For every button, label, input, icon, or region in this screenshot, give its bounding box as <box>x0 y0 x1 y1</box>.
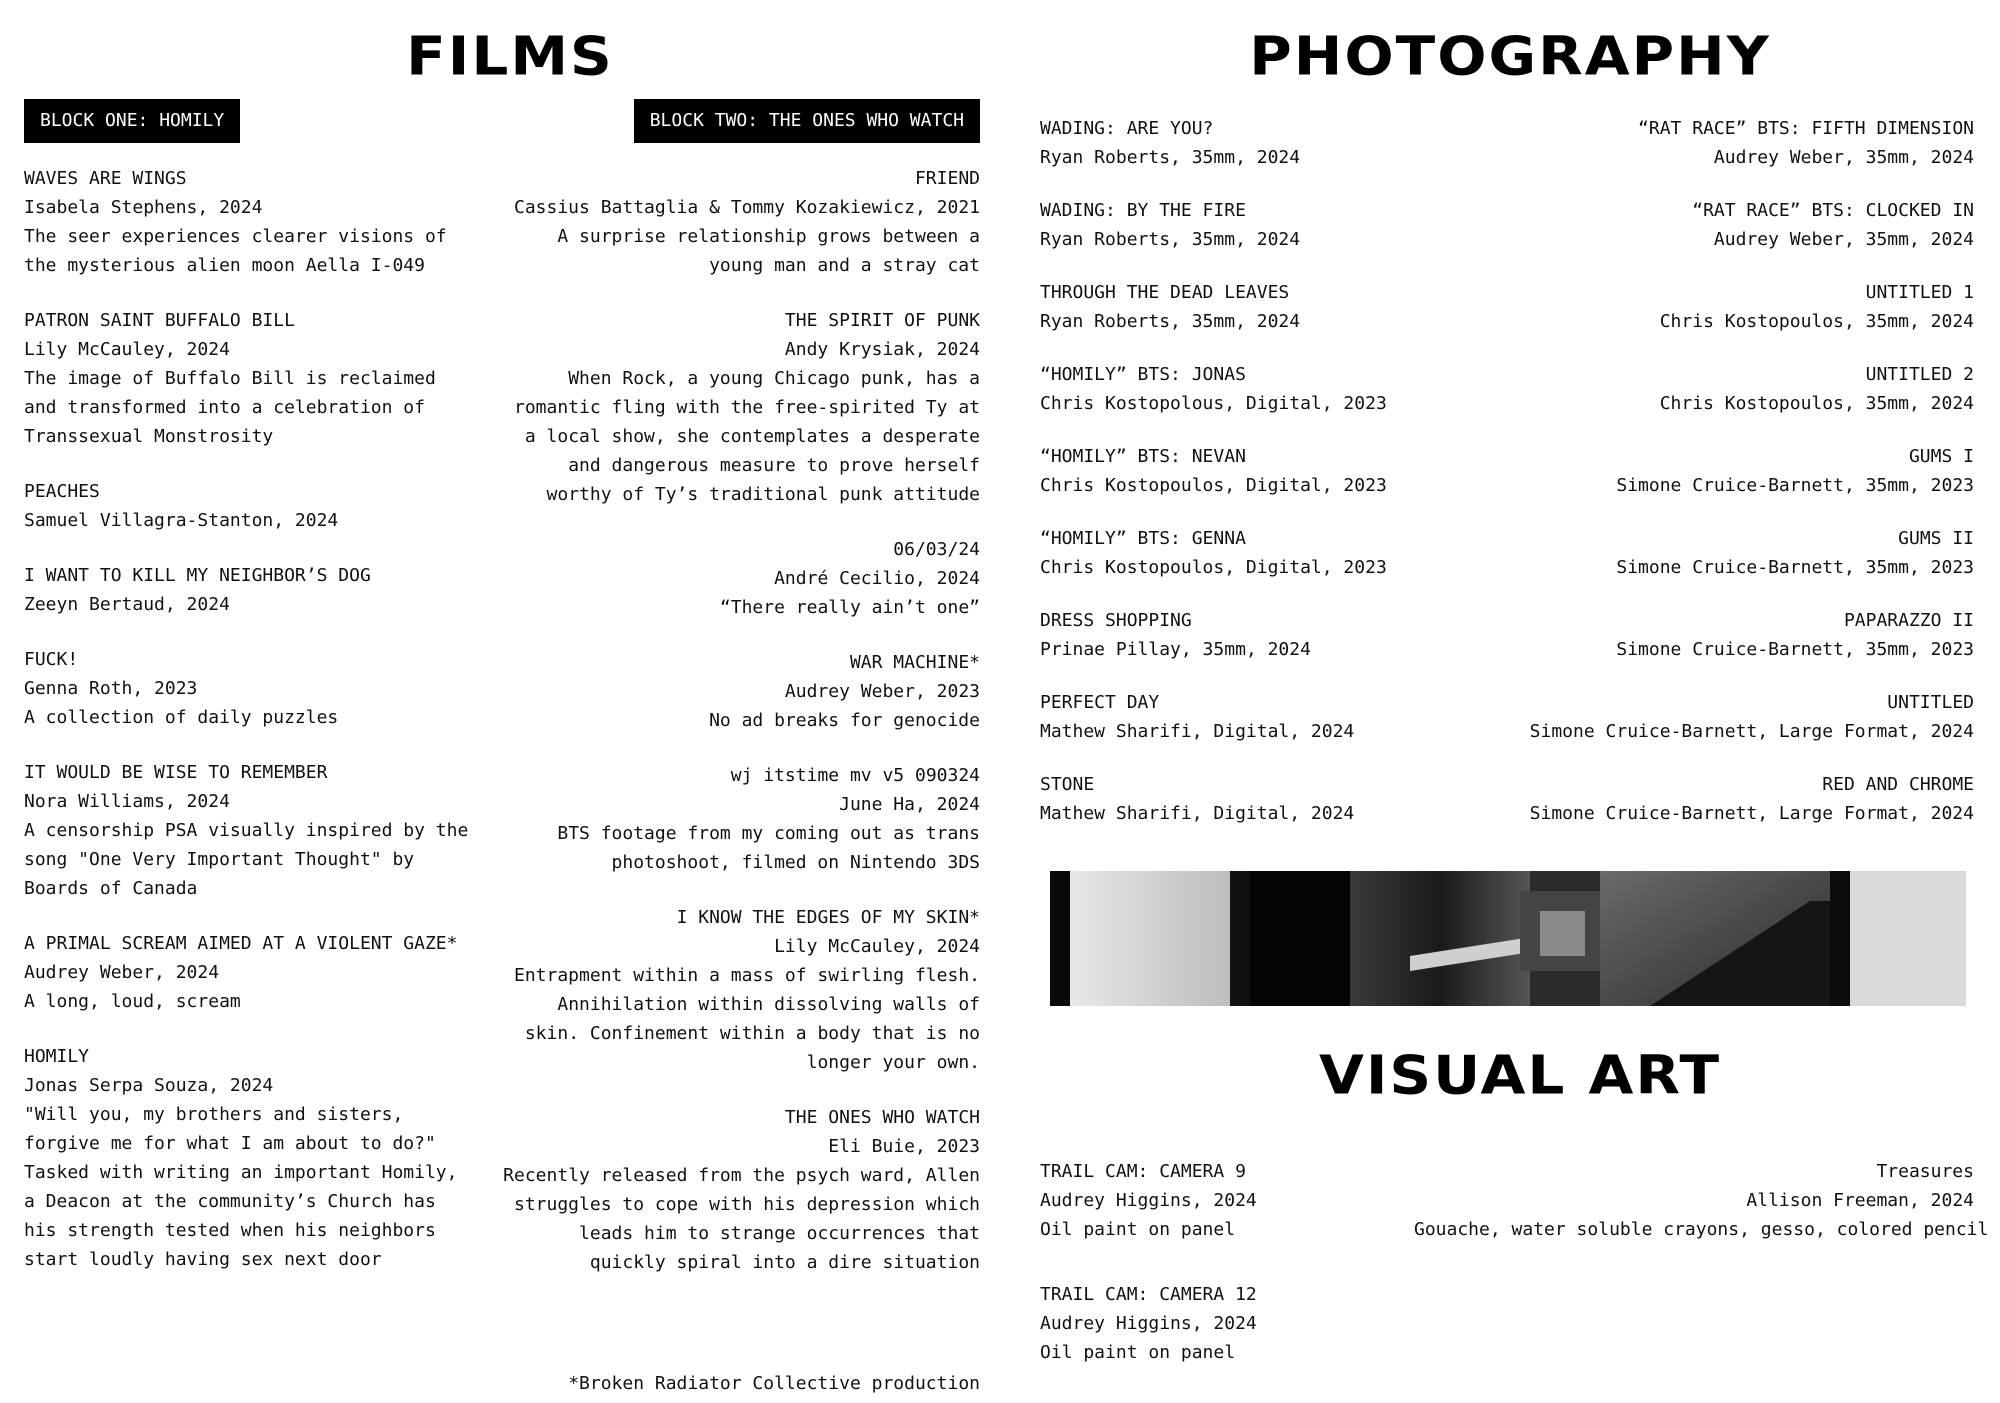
entry-title: I KNOW THE EDGES OF MY SKIN* <box>676 907 980 928</box>
list-item <box>1040 196 1480 254</box>
entry-title: WADING: ARE YOU? <box>1040 118 1214 139</box>
list-item <box>1454 606 1974 664</box>
entry-credit: Chris Kostopoulos, 35mm, 2024 <box>1659 311 1974 332</box>
entry-medium: Oil paint on panel <box>1040 1219 1236 1240</box>
entry-description: Entrapment within a mass of swirling flesh. Annihilation within dissolving walls of skin. Confinement within a body that is no longer your own. <box>514 965 980 1073</box>
list-item <box>1040 360 1480 418</box>
list-item <box>1454 278 1974 336</box>
list-item <box>500 648 980 735</box>
entry-description: No ad breaks for genocide <box>709 710 980 731</box>
entry-title: TRAIL CAM: CAMERA 12 <box>1040 1284 1257 1305</box>
entry-title: THROUGH THE DEAD LEAVES <box>1040 282 1290 303</box>
entry-description: “There really ain’t one” <box>719 597 980 618</box>
entry-credit: Audrey Weber, 2024 <box>24 962 220 983</box>
entry-title: UNTITLED <box>1887 692 1974 713</box>
entry-credit: Cassius Battaglia & Tommy Kozakiewicz, 2021 <box>514 197 980 218</box>
entry-credit: Mathew Sharifi, Digital, 2024 <box>1040 803 1355 824</box>
entry-credit: Eli Buie, 2023 <box>828 1136 980 1157</box>
list-item <box>1414 1157 1989 1244</box>
list-item <box>24 561 479 619</box>
entry-credit: Lily McCauley, 2024 <box>774 936 980 957</box>
entry-credit: Mathew Sharifi, Digital, 2024 <box>1040 721 1355 742</box>
entry-credit: Zeeyn Bertaud, 2024 <box>24 594 230 615</box>
entry-credit: Lily McCauley, 2024 <box>24 339 230 360</box>
list-item <box>500 761 980 877</box>
entry-credit: June Ha, 2024 <box>839 794 980 815</box>
entry-title: GUMS I <box>1908 446 1974 467</box>
entry-credit: Ryan Roberts, 35mm, 2024 <box>1040 147 1301 168</box>
entry-title: TRAIL CAM: CAMERA 9 <box>1040 1161 1246 1182</box>
list-item <box>1454 524 1974 582</box>
entry-title: WAVES ARE WINGS <box>24 168 187 189</box>
entry-credit: Ryan Roberts, 35mm, 2024 <box>1040 311 1301 332</box>
entry-credit: Chris Kostopoulos, 35mm, 2024 <box>1659 393 1974 414</box>
photography-left-list <box>1040 114 1480 852</box>
entry-title: PERFECT DAY <box>1040 692 1160 713</box>
list-item <box>24 929 479 1016</box>
entry-description: A long, loud, scream <box>24 991 241 1012</box>
entry-description: Recently released from the psych ward, Allen struggles to cope with his depression which leads him to strange occurrences that quickly spiral into a dire situation <box>503 1165 980 1273</box>
entry-title: “HOMILY” BTS: GENNA <box>1040 528 1246 549</box>
entry-credit: Simone Cruice-Barnett, 35mm, 2023 <box>1616 639 1974 660</box>
entry-title: THE SPIRIT OF PUNK <box>784 310 980 331</box>
entry-credit: Audrey Higgins, 2024 <box>1040 1190 1257 1211</box>
entry-medium: Oil paint on panel <box>1040 1342 1236 1363</box>
entry-credit: Audrey Weber, 35mm, 2024 <box>1713 229 1974 250</box>
entry-description: The image of Buffalo Bill is reclaimed and transformed into a celebration of Transsexual Monstrosity <box>24 368 436 447</box>
entry-title: 06/03/24 <box>893 539 980 560</box>
entry-credit: Nora Williams, 2024 <box>24 791 230 812</box>
list-item <box>24 306 479 451</box>
list-item <box>1454 688 1974 746</box>
entry-credit: Allison Freeman, 2024 <box>1746 1190 1974 1211</box>
entry-credit: Andy Krysiak, 2024 <box>784 339 980 360</box>
entry-credit: Audrey Weber, 2023 <box>784 681 980 702</box>
entry-credit: Prinae Pillay, 35mm, 2024 <box>1040 639 1311 660</box>
entry-description: "Will you, my brothers and sisters, forgive me for what I am about to do?" <box>24 1104 436 1154</box>
list-item <box>24 164 479 280</box>
entry-title: WADING: BY THE FIRE <box>1040 200 1246 221</box>
entry-credit: Audrey Weber, 35mm, 2024 <box>1713 147 1974 168</box>
list-item <box>1040 524 1480 582</box>
block-two-list <box>500 164 980 1303</box>
entry-credit: Isabela Stephens, 2024 <box>24 197 263 218</box>
entry-credit: Samuel Villagra-Stanton, 2024 <box>24 510 339 531</box>
films-title: FILMS <box>406 24 614 88</box>
entry-credit: Genna Roth, 2023 <box>24 678 198 699</box>
list-item <box>1454 442 1974 500</box>
entry-title: GUMS II <box>1898 528 1974 549</box>
list-item <box>1040 278 1480 336</box>
photography-title: PHOTOGRAPHY <box>1249 24 1771 88</box>
entry-title: FUCK! <box>24 649 79 670</box>
list-item <box>1040 688 1480 746</box>
entry-title: WAR MACHINE* <box>849 652 980 673</box>
entry-credit: Chris Kostopoulos, Digital, 2023 <box>1040 475 1387 496</box>
entry-credit: Simone Cruice-Barnett, Large Format, 2024 <box>1529 803 1974 824</box>
list-item <box>1040 1280 1480 1367</box>
entry-credit: Simone Cruice-Barnett, 35mm, 2023 <box>1616 557 1974 578</box>
entry-credit: André Cecilio, 2024 <box>774 568 980 589</box>
entry-description: A censorship PSA visually inspired by the song "One Very Important Thought" by Boards of Canada <box>24 820 469 899</box>
list-item <box>24 1042 479 1274</box>
entry-credit: Chris Kostopolous, Digital, 2023 <box>1040 393 1387 414</box>
entry-description: A surprise relationship grows between a young man and a stray cat <box>557 226 980 276</box>
entry-title: wj itstime mv v5 090324 <box>730 765 980 786</box>
block-one-list <box>24 164 479 1300</box>
entry-title: UNTITLED 2 <box>1865 364 1974 385</box>
list-item <box>1454 770 1974 828</box>
entry-title: PAPARAZZO II <box>1843 610 1974 631</box>
list-item <box>1454 360 1974 418</box>
list-item <box>1454 114 1974 172</box>
entry-title: IT WOULD BE WISE TO REMEMBER <box>24 762 328 783</box>
entry-title: “RAT RACE” BTS: FIFTH DIMENSION <box>1638 118 1974 139</box>
entry-title: FRIEND <box>914 168 980 189</box>
entry-title: “HOMILY” BTS: NEVAN <box>1040 446 1246 467</box>
entry-title: HOMILY <box>24 1046 90 1067</box>
entry-medium: Gouache, water soluble crayons, gesso, colored pencil <box>1414 1219 1989 1240</box>
list-item <box>1040 770 1480 828</box>
list-item <box>1040 606 1480 664</box>
entry-credit: Audrey Higgins, 2024 <box>1040 1313 1257 1334</box>
list-item <box>500 164 980 280</box>
photo-strip-image <box>1050 871 1966 1006</box>
entry-title: I WANT TO KILL MY NEIGHBOR’S DOG <box>24 565 371 586</box>
block-one-label: BLOCK ONE: HOMILY <box>24 99 240 143</box>
list-item <box>24 645 479 732</box>
entry-credit: Simone Cruice-Barnett, Large Format, 2024 <box>1529 721 1974 742</box>
list-item <box>1040 114 1480 172</box>
entry-credit: Jonas Serpa Souza, 2024 <box>24 1075 274 1096</box>
entry-title: UNTITLED 1 <box>1865 282 1974 303</box>
collective-footnote: *Broken Radiator Collective production <box>568 1373 980 1394</box>
entry-credit: Simone Cruice-Barnett, 35mm, 2023 <box>1616 475 1974 496</box>
entry-description: Tasked with writing an important Homily, a Deacon at the community’s Church has his strength tested when his neighbors start loudly having sex next door <box>24 1162 458 1270</box>
block-two-label: BLOCK TWO: THE ONES WHO WATCH <box>634 99 980 143</box>
entry-description: A collection of daily puzzles <box>24 707 339 728</box>
entry-credit: Chris Kostopoulos, Digital, 2023 <box>1040 557 1387 578</box>
entry-title: STONE <box>1040 774 1095 795</box>
entry-description: The seer experiences clearer visions of the mysterious alien moon Aella I-049 <box>24 226 447 276</box>
list-item <box>1454 196 1974 254</box>
list-item <box>500 1103 980 1277</box>
list-item <box>1040 442 1480 500</box>
entry-credit: Ryan Roberts, 35mm, 2024 <box>1040 229 1301 250</box>
entry-title: Treasures <box>1876 1161 1974 1182</box>
list-item <box>500 535 980 622</box>
entry-title: A PRIMAL SCREAM AIMED AT A VIOLENT GAZE* <box>24 933 458 954</box>
list-item <box>500 903 980 1077</box>
list-item <box>24 758 479 903</box>
list-item <box>500 306 980 509</box>
entry-title: THE ONES WHO WATCH <box>784 1107 980 1128</box>
list-item <box>24 477 479 535</box>
entry-description: BTS footage from my coming out as trans photoshoot, filmed on Nintendo 3DS <box>557 823 980 873</box>
entry-title: “HOMILY” BTS: JONAS <box>1040 364 1246 385</box>
visual-art-right-list <box>1414 1157 1989 1280</box>
entry-title: “RAT RACE” BTS: CLOCKED IN <box>1692 200 1974 221</box>
entry-title: RED AND CHROME <box>1822 774 1974 795</box>
entry-description: When Rock, a young Chicago punk, has a romantic fling with the free-spirited Ty at a local show, she contemplates a desperate and dangerous measure to prove herself worthy of Ty’s traditional punk attitude <box>514 368 980 505</box>
photography-right-list <box>1454 114 1974 852</box>
entry-title: PEACHES <box>24 481 100 502</box>
visual-art-title: VISUAL ART <box>1318 1043 1722 1107</box>
entry-title: PATRON SAINT BUFFALO BILL <box>24 310 295 331</box>
entry-title: DRESS SHOPPING <box>1040 610 1192 631</box>
